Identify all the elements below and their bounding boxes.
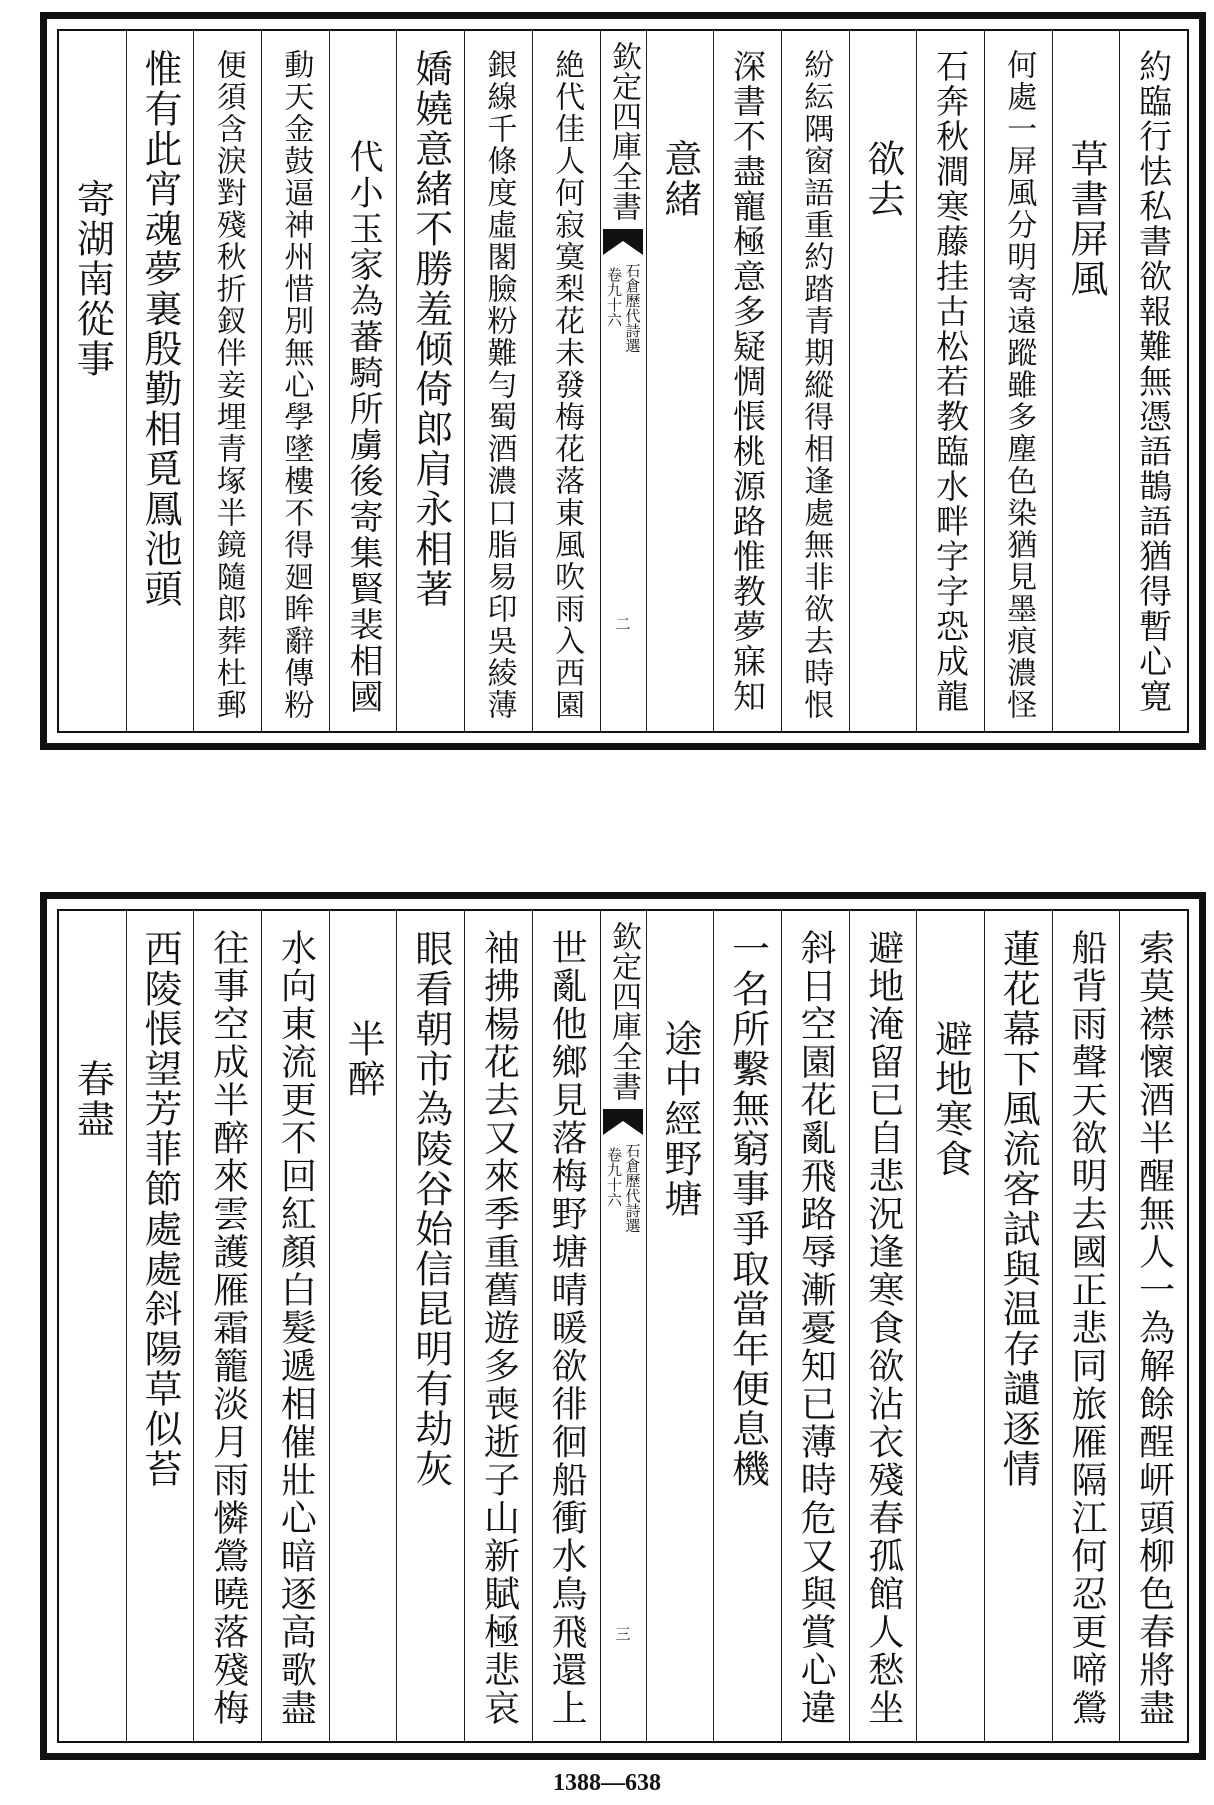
- text-column: [532, 31, 600, 731]
- text-column: [532, 911, 600, 1741]
- text-column: [849, 911, 917, 1741]
- text-column: [193, 911, 261, 1741]
- poem-line: 約臨行怯私書欲報難無憑語鵲語猶得暫心寛: [1134, 49, 1174, 714]
- text-column: [781, 911, 849, 1741]
- poem-line: 紛紜隅窗語重約踏青期縱得相逢處無非欲去時恨: [798, 49, 834, 721]
- poem-line: 斜日空園花亂飛路辱漸憂知已薄時危又與賞心違: [795, 929, 837, 1727]
- poem-line: 西陵悵望芳菲節處處斜陽草似苔: [138, 929, 183, 1489]
- text-column: [1119, 911, 1187, 1741]
- text-column: [984, 31, 1052, 731]
- leaf-number: 二: [613, 616, 632, 631]
- text-column: [396, 31, 464, 731]
- text-column: [916, 911, 984, 1741]
- text-column: [646, 911, 714, 1741]
- fishtail-mark-icon: [603, 229, 643, 255]
- poem-line: 深書不盡寵極意多疑惆悵桃源路惟教夢寐知: [728, 49, 768, 714]
- book-title: 石倉歷代詩選: [623, 263, 642, 353]
- text-column: [781, 31, 849, 731]
- text-column: [261, 31, 329, 731]
- bottom-page: [40, 892, 1206, 1760]
- text-column: [646, 31, 714, 731]
- text-column: [329, 31, 397, 731]
- poem-line: 世亂他鄉見落梅野塘晴暖欲徘徊船衝水鳥飛還上: [546, 929, 588, 1727]
- text-column: [713, 911, 781, 1741]
- poem-line: 袖拂楊花去又來季重舊遊多喪逝子山新賦極悲哀: [478, 929, 520, 1727]
- poem-line: 一名所繫無窮事爭取當年便息機: [725, 929, 770, 1489]
- library-title: 欽定四庫全書: [606, 921, 641, 1101]
- bottom-page-columns: [57, 909, 1189, 1743]
- text-column: [261, 911, 329, 1741]
- poem-title: 草書屏風: [1063, 139, 1108, 299]
- poem-line: 惟有此宵魂夢裏殷勤相覓鳳池頭: [138, 49, 183, 609]
- text-column: [916, 31, 984, 731]
- text-column: [59, 911, 126, 1741]
- text-column: [396, 911, 464, 1741]
- fishtail-mark-icon: [603, 1109, 643, 1135]
- poem-line: 船背雨聲天欲明去國正悲同旅雁隔江何忍更啼鶯: [1065, 929, 1107, 1727]
- poem-title: 欲去: [860, 139, 905, 219]
- text-column: [193, 31, 261, 731]
- poem-line: 索莫襟懷酒半醒無人一為解餘酲岍頭柳色春將盡: [1133, 929, 1175, 1727]
- book-title: 石倉歷代詩選: [623, 1143, 642, 1233]
- poem-line: 眼看朝市為陵谷始信昆明有劫灰: [408, 929, 453, 1489]
- text-column: [713, 31, 781, 731]
- text-column: [126, 911, 194, 1741]
- poem-line: 何處一屏風分明寄遠蹤雖多塵色染猶見墨痕濃怪: [1001, 49, 1037, 721]
- text-column: [1052, 911, 1120, 1741]
- poem-line: 避地淹留已自悲況逢寒食欲沾衣殘春孤館人愁坐: [862, 929, 904, 1727]
- text-column: [1119, 31, 1187, 731]
- poem-line: 動天金鼓逼神州惜別無心學墜樓不得廻眸辭傳粉: [278, 49, 314, 721]
- poem-line: 絶代佳人何寂寞梨花未發梅花落東風吹雨入西園: [549, 49, 585, 721]
- volume-number: 卷九十六: [605, 267, 623, 327]
- center-fold: [600, 911, 646, 1741]
- poem-title: 途中經野塘: [657, 1019, 702, 1219]
- center-fold: [600, 31, 646, 731]
- text-column: [1052, 31, 1120, 731]
- poem-line: 往事空成半醉來雲護雁霜籠淡月雨憐鶯曉落殘梅: [207, 929, 249, 1727]
- library-title: 欽定四庫全書: [606, 41, 641, 221]
- leaf-number: 三: [613, 1626, 632, 1641]
- top-page-columns: [57, 29, 1189, 733]
- poem-line: 石奔秋澗寒藤挂古松若教臨水畔字字恐成龍: [931, 49, 971, 714]
- text-column: [464, 911, 532, 1741]
- top-page: [40, 12, 1206, 750]
- poem-title: 半醉: [341, 1019, 386, 1099]
- volume-number: 卷九十六: [605, 1147, 623, 1207]
- poem-line: 嬌嬈意緒不勝羞倾倚郎肩永相著: [408, 49, 453, 609]
- text-column: [984, 911, 1052, 1741]
- poem-line: 水向東流更不回紅顏白髮遞相催壯心暗逐高歌盡: [275, 929, 317, 1727]
- poem-title: 意緒: [657, 139, 702, 219]
- text-column: [329, 911, 397, 1741]
- poem-line: 便須含淚對殘秋折釵伴妾埋青塚半鏡隨郎葬杜郵: [210, 49, 246, 721]
- poem-title: 寄湖南從事: [70, 179, 115, 379]
- footer-page-number: 1388—638: [553, 1770, 661, 1796]
- text-column: [59, 31, 126, 731]
- poem-title: 代小玉家為蕃騎所虜後寄集賢裴相國: [343, 139, 384, 715]
- poem-line: 銀線千條度虛閣臉粉難勻蜀酒濃口脂易印吳綾薄: [481, 49, 517, 721]
- poem-line: 蓮花幕下風流客試與温存譴逐情: [996, 929, 1041, 1489]
- text-column: [126, 31, 194, 731]
- text-column: [464, 31, 532, 731]
- poem-title: 避地寒食: [928, 1019, 973, 1179]
- poem-title: 春盡: [70, 1059, 115, 1139]
- text-column: [849, 31, 917, 731]
